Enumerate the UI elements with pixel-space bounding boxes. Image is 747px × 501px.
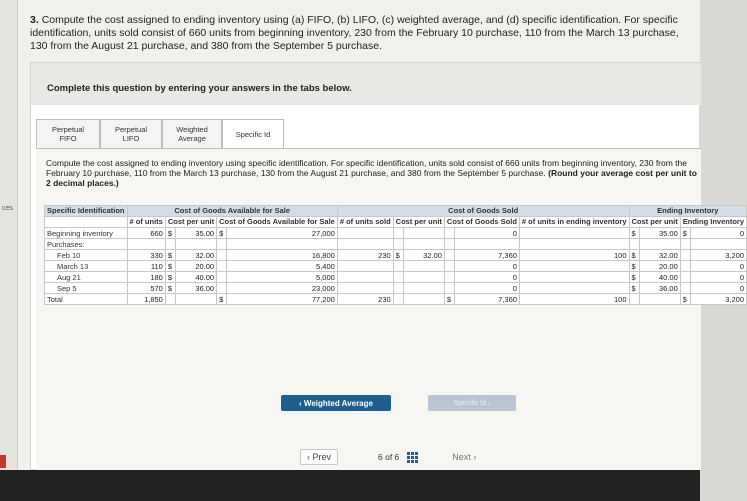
col-units: # of units (127, 217, 165, 228)
cell-cost[interactable]: 35.00 (175, 228, 216, 239)
cell-cur1 (165, 239, 175, 250)
col-label-blank (45, 217, 128, 228)
inventory-table (44, 205, 747, 305)
cell-avail[interactable]: 5,400 (227, 261, 338, 272)
cell-avail[interactable]: 27,000 (227, 228, 338, 239)
cell-sold-units[interactable] (337, 261, 393, 272)
cell-cur2 (217, 250, 227, 261)
cell-units[interactable]: 660 (127, 228, 165, 239)
question-body: Compute the cost assigned to ending inventory using (a) FIFO, (b) LIFO, (c) weighted average, and (d) specific identification. For specific identification, units sold consist of 660 units from beginning inventory, 230 from the February 10 purchase, 110 from the March 13 purchase, 130 from the August 21 purchase, and 380 from the September 5 purchase. (30, 14, 679, 52)
cell-cur1: $ (165, 283, 175, 294)
cell-sold-cur (393, 272, 403, 283)
cell-end-cost[interactable]: 36.00 (639, 283, 680, 294)
chevron-left-icon: ‹ (299, 398, 304, 408)
cell-end-cur: $ (629, 272, 639, 283)
prev-tab-weighted-average-button[interactable] (281, 395, 391, 411)
cell-sold-cur (393, 228, 403, 239)
cell-cost[interactable]: 20.00 (175, 261, 216, 272)
cell-cogs[interactable]: 0 (454, 228, 519, 239)
cell-sold-cur (393, 294, 403, 305)
grid-icon[interactable] (407, 452, 418, 463)
cell-label: Purchases: (45, 239, 128, 250)
cell-units[interactable]: 1,850 (127, 294, 165, 305)
cell-ei[interactable]: 3,200 (690, 250, 746, 261)
cell-cur2: $ (217, 228, 227, 239)
chevron-right-icon: › (470, 452, 477, 462)
red-marker (0, 455, 6, 468)
table-row (45, 250, 747, 261)
tab-label: Weighted Average (176, 125, 208, 143)
cell-ei[interactable]: 0 (690, 228, 746, 239)
cell-sold-cost[interactable] (403, 261, 444, 272)
cell-sold-units[interactable]: 230 (337, 250, 393, 261)
table-row (45, 272, 747, 283)
cell-label: Aug 21 (45, 272, 128, 283)
tab-label: Specific Id (235, 129, 271, 139)
cell-end-units[interactable] (519, 272, 629, 283)
tab-weighted-average[interactable] (162, 119, 222, 149)
cell-cogs-cur (444, 283, 454, 294)
cell-cogs[interactable]: 0 (454, 272, 519, 283)
table-row (45, 283, 747, 294)
cell-ei[interactable]: 0 (690, 283, 746, 294)
cell-ei-cur (680, 272, 690, 283)
col-group-sold: Cost of Goods Sold (337, 206, 629, 217)
cell-ei[interactable]: 0 (690, 261, 746, 272)
cell-end-cost[interactable]: 40.00 (639, 272, 680, 283)
next-button[interactable] (446, 450, 482, 464)
cell-label: Total (45, 294, 128, 305)
table-row (45, 228, 747, 239)
col-cost-per-unit-end: Cost per unit (629, 217, 680, 228)
cell-cur1 (165, 294, 175, 305)
cell-cur2 (217, 272, 227, 283)
cell-cur1: $ (165, 272, 175, 283)
cell-sold-cost[interactable] (403, 228, 444, 239)
cell-cogs-cur (444, 239, 454, 250)
cell-cogs-cur (444, 228, 454, 239)
cell-ei[interactable]: 0 (690, 272, 746, 283)
table-sub-header (45, 217, 747, 228)
cell-cur2: $ (217, 294, 227, 305)
cell-units[interactable]: 110 (127, 261, 165, 272)
table-row (45, 261, 747, 272)
table-row (45, 294, 747, 305)
cell-sold-units[interactable] (337, 283, 393, 294)
tab-perpetual-lifo[interactable] (100, 119, 162, 149)
cell-sold-cost[interactable]: 32.00 (403, 250, 444, 261)
cell-end-cur: $ (629, 283, 639, 294)
cell-cogs[interactable]: 0 (454, 261, 519, 272)
cell-cost[interactable] (175, 294, 216, 305)
cell-cur1: $ (165, 261, 175, 272)
col-group-specific: Specific Identification (45, 206, 128, 217)
tab-panel (36, 148, 745, 471)
cell-ei (690, 239, 746, 250)
cell-label: Feb 10 (45, 250, 128, 261)
cell-avail[interactable]: 23,000 (227, 283, 338, 294)
cell-ei-cur: $ (680, 294, 690, 305)
cell-end-cur (629, 294, 639, 305)
cell-cogs[interactable]: 7,360 (454, 250, 519, 261)
question-card (30, 62, 745, 470)
col-units-sold: # of units sold (337, 217, 393, 228)
cell-sold-units[interactable] (337, 228, 393, 239)
cell-cur2 (217, 239, 227, 250)
cell-end-cost[interactable]: 20.00 (639, 261, 680, 272)
pager (300, 449, 482, 465)
question-text (30, 14, 690, 53)
cell-avail (227, 239, 338, 250)
next-tab-specific-id-button[interactable] (428, 395, 516, 411)
cell-end-cur: $ (629, 228, 639, 239)
cell-cur2 (217, 261, 227, 272)
question-number: 3. (30, 14, 39, 26)
cell-sold-cost[interactable] (403, 294, 444, 305)
page-count: 6 of 6 (378, 452, 400, 462)
prev-label: Prev (312, 452, 332, 462)
cell-cost[interactable]: 40.00 (175, 272, 216, 283)
cell-end-units (519, 239, 629, 250)
cell-end-cur: $ (629, 250, 639, 261)
cell-sold-cost (403, 239, 444, 250)
cell-cogs[interactable]: 7,360 (454, 294, 519, 305)
cell-end-cur: $ (629, 261, 639, 272)
cell-cogs-cur: $ (444, 294, 454, 305)
cell-ei[interactable]: 3,200 (690, 294, 746, 305)
cell-cur2 (217, 283, 227, 294)
tab-bar (36, 119, 284, 149)
cell-end-units[interactable] (519, 228, 629, 239)
cell-avail[interactable]: 5,000 (227, 272, 338, 283)
next-label: Next (452, 452, 471, 462)
cell-ei-cur (680, 261, 690, 272)
cell-end-units[interactable]: 100 (519, 294, 629, 305)
tab-perpetual-fifo[interactable] (36, 119, 100, 149)
col-cogas: Cost of Goods Available for Sale (217, 217, 338, 228)
col-ending-inventory: Ending Inventory (680, 217, 746, 228)
cell-cost (175, 239, 216, 250)
cell-label: March 13 (45, 261, 128, 272)
cell-ei-cur (680, 239, 690, 250)
col-group-available: Cost of Goods Available for Sale (127, 206, 337, 217)
table-group-header (45, 206, 747, 217)
cell-ei-cur (680, 283, 690, 294)
button-label: Specific Id (453, 399, 486, 407)
cell-cogs[interactable]: 0 (454, 283, 519, 294)
cell-sold-cur: $ (393, 250, 403, 261)
cell-cur1: $ (165, 228, 175, 239)
cell-avail[interactable]: 16,800 (227, 250, 338, 261)
chevron-left-icon: ‹ (307, 452, 313, 462)
cell-sold-units[interactable] (337, 272, 393, 283)
cell-label: Sep 5 (45, 283, 128, 294)
cell-cogs-cur (444, 250, 454, 261)
col-cost-per-unit-sold: Cost per unit (393, 217, 444, 228)
chevron-right-icon: › (486, 399, 491, 407)
cell-end-units[interactable] (519, 283, 629, 294)
cell-end-units[interactable] (519, 261, 629, 272)
cell-sold-cost[interactable] (403, 272, 444, 283)
col-cogs: Cost of Goods Sold (444, 217, 519, 228)
col-group-ending: Ending Inventory (629, 206, 747, 217)
cell-cogs-cur (444, 261, 454, 272)
cell-sold-units[interactable]: 230 (337, 294, 393, 305)
cell-avail[interactable]: 77,200 (227, 294, 338, 305)
cell-ei-cur: $ (680, 228, 690, 239)
cell-end-cost (639, 239, 680, 250)
prev-button[interactable] (300, 449, 338, 465)
side-label: ces (2, 205, 13, 212)
cell-end-units[interactable]: 100 (519, 250, 629, 261)
instructions-text: Compute the cost assigned to ending inventory using specific identification. For specific identification, units sold consist of 660 units from beginning inventory, 230 from the February 10 purchase, 110 from the March 13 purchase, 130 from the August 21 purchase, and 380 from the September 5 purchase. (46, 158, 687, 178)
cell-cogs (454, 239, 519, 250)
cell-end-cost[interactable]: 32.00 (639, 250, 680, 261)
cell-units[interactable]: 570 (127, 283, 165, 294)
cell-units (127, 239, 165, 250)
cell-sold-cur (393, 239, 403, 250)
bottom-bar (0, 470, 700, 501)
instructions-banner (31, 63, 701, 105)
cell-cogs-cur (444, 272, 454, 283)
cell-end-cost[interactable]: 35.00 (639, 228, 680, 239)
left-strip (0, 0, 18, 501)
cell-sold-units (337, 239, 393, 250)
tab-specific-id[interactable] (222, 119, 284, 149)
cell-cur1: $ (165, 250, 175, 261)
table-row (45, 239, 747, 250)
col-units-end: # of units in ending inventory (519, 217, 629, 228)
cell-cost[interactable]: 32.00 (175, 250, 216, 261)
cell-label: Beginning inventory (45, 228, 128, 239)
tab-label: Perpetual LIFO (114, 125, 148, 143)
tab-instructions (46, 158, 701, 188)
col-cost-per-unit: Cost per unit (165, 217, 216, 228)
cell-ei-cur (680, 250, 690, 261)
cell-sold-cost[interactable] (403, 283, 444, 294)
cell-end-cost[interactable] (639, 294, 680, 305)
cell-sold-cur (393, 283, 403, 294)
cell-units[interactable]: 180 (127, 272, 165, 283)
cell-units[interactable]: 330 (127, 250, 165, 261)
button-label: Weighted Average (303, 398, 373, 408)
banner-text: Complete this question by entering your answers in the tabs below. (47, 83, 352, 94)
instructions-rounding-note: (Round your average cost per unit to 2 decimal places.) (46, 168, 697, 188)
cell-cost[interactable]: 36.00 (175, 283, 216, 294)
cell-end-cur (629, 239, 639, 250)
cell-sold-cur (393, 261, 403, 272)
tab-label: Perpetual FIFO (51, 125, 85, 143)
